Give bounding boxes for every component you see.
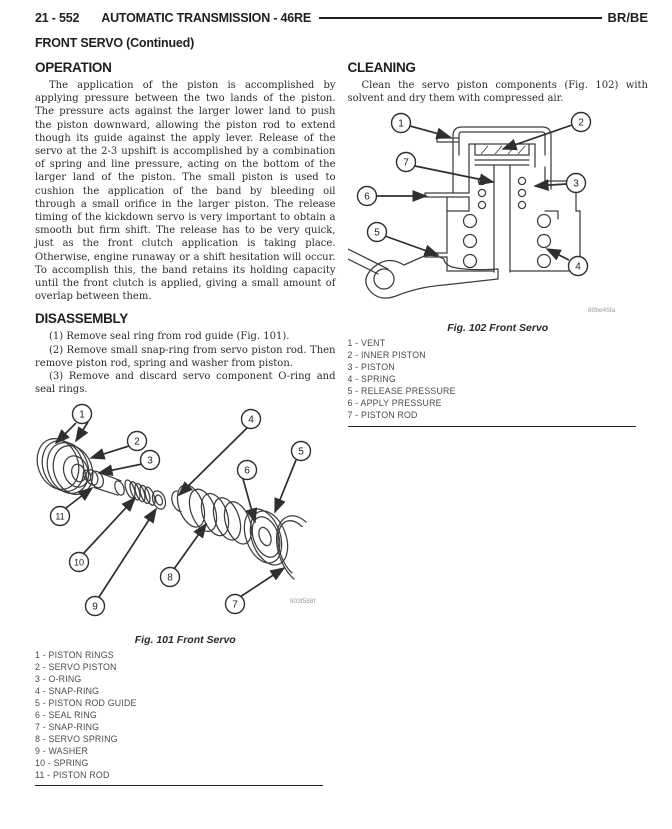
fig101-code: 803f588f: [290, 598, 316, 606]
figure-102: [348, 109, 649, 426]
fig102-legend: [348, 338, 649, 421]
operation-heading: OPERATION: [35, 60, 112, 75]
legend-item: 7 - PISTON ROD: [347, 409, 418, 420]
fig101-callout-5: [292, 442, 311, 461]
svg-text:1: 1: [397, 118, 404, 130]
right-column: [348, 52, 649, 786]
svg-text:8: 8: [167, 572, 173, 584]
legend-item: 1 - VENT: [347, 338, 386, 349]
fig101-legend: [35, 650, 336, 781]
svg-text:11: 11: [55, 511, 65, 522]
svg-text:2: 2: [134, 436, 140, 448]
legend-item: 11 - PISTON ROD: [35, 769, 110, 780]
fig101-callout-8: [161, 568, 180, 587]
legend-item: 6 - APPLY PRESSURE: [347, 397, 442, 408]
servo-spring-drawing: [172, 482, 257, 548]
svg-text:2: 2: [577, 117, 584, 129]
operation-paragraph: The application of the piston is accomplished by applying pressure between the two lands of the piston. The pressure acts against the larger lower land to push the piston downward, allowing the piston rod to extend though its guide against the apply lever. Release of the servo at the 2-3 upshift is accomplished by a combination of spring and line pressure, acting on the bottom of the larger land of the piston. The small piston is used to cushion the application of the band by bleeding oil through a small orifice in the larger piston. The release timing of the kickdown servo is very important to obtain a smooth but firm shift. The release has to be very quick, just as the front clutch application is taking place. Otherwise, engine runaway or a shift hesitation will occur. To accomplish this, the band retains its holding capacity until the front clutch is applied, giving a small amount of overlap between them.: [35, 80, 336, 303]
svg-text:3: 3: [147, 455, 153, 467]
legend-item: 10 - SPRING: [35, 757, 89, 768]
svg-text:4: 4: [574, 261, 581, 273]
page-header: [35, 10, 648, 25]
left-column: [35, 52, 336, 786]
fig102-caption: Fig. 102 Front Servo: [447, 322, 549, 335]
fig101-legend-rule: [35, 785, 323, 786]
svg-text:7: 7: [232, 599, 238, 611]
fig101-exploded-view-diagram: [35, 396, 347, 633]
fig101-callout-7: [226, 595, 245, 614]
svg-text:5: 5: [373, 227, 380, 239]
fig101-callout-2: [128, 432, 147, 451]
fig102-legend-rule: [348, 426, 636, 427]
disassembly-step: (1) Remove seal ring from rod guide (Fig. 101).: [49, 331, 290, 343]
header-rule: [319, 17, 602, 19]
fig102-callout-4: [568, 257, 587, 276]
fig102-callout-5: [367, 223, 386, 242]
fig101-callout-9: [86, 597, 105, 616]
small-spring-drawing: [123, 479, 157, 507]
svg-text:1: 1: [79, 409, 85, 421]
legend-item: 5 - RELEASE PRESSURE: [347, 386, 456, 397]
legend-item: 4 - SNAP-RING: [35, 686, 100, 697]
figure-101: [35, 396, 336, 786]
legend-item: 1 - PISTON RINGS: [35, 650, 114, 661]
svg-text:6: 6: [363, 191, 370, 203]
svg-text:6: 6: [244, 465, 250, 477]
fig102-callout-6: [357, 187, 376, 206]
cleaning-heading: CLEANING: [347, 60, 416, 75]
apply-lever-drawing: [348, 249, 498, 298]
legend-item: 3 - PISTON: [347, 362, 395, 373]
fig101-callout-10: [70, 553, 89, 572]
section-title: AUTOMATIC TRANSMISSION - 46RE: [101, 10, 312, 25]
fig102-callout-7: [396, 153, 415, 172]
fig102-callout-1: [391, 114, 410, 133]
legend-item: 6 - SEAL RING: [35, 710, 97, 720]
legend-item: 8 - SERVO SPRING: [35, 733, 118, 744]
fig102-callout-3: [566, 174, 585, 193]
fig102-code: 80be45fa: [587, 307, 615, 315]
disassembly-step: (2) Remove small snap-ring from servo piston rod. Then remove piston rod, spring and washer from piston.: [35, 344, 336, 369]
svg-text:3: 3: [572, 178, 579, 190]
two-column-layout: [35, 52, 648, 786]
fig101-callout-4: [242, 410, 261, 429]
rod-guide-disc-drawing: [237, 504, 294, 570]
fig101-caption: Fig. 101 Front Servo: [134, 634, 236, 647]
legend-item: 2 - INNER PISTON: [347, 350, 426, 361]
svg-text:7: 7: [402, 157, 409, 169]
page-number: 21 - 552: [35, 10, 80, 25]
disassembly-step: (3) Remove and discard servo component O-ring and seal rings.: [35, 371, 336, 396]
disassembly-heading: DISASSEMBLY: [35, 311, 128, 327]
svg-text:4: 4: [248, 414, 254, 426]
cleaning-paragraph: Clean the servo piston components (Fig. 102) with solvent and dry them with compressed air.: [347, 80, 648, 105]
legend-item: 9 - WASHER: [35, 745, 88, 756]
fig101-callout-1: [73, 405, 92, 424]
svg-text:10: 10: [73, 557, 85, 568]
legend-item: 7 - SNAP-RING: [35, 721, 100, 732]
fig102-callout-2: [571, 113, 590, 132]
subsection-heading: FRONT SERVO (Continued): [35, 36, 195, 50]
fig101-callout-11: [51, 507, 70, 526]
servo-housing-drawing: [425, 127, 580, 272]
platform-code: BR/BE: [607, 10, 648, 25]
svg-text:5: 5: [298, 446, 304, 458]
legend-item: 4 - SPRING: [347, 374, 396, 385]
legend-item: 5 - PISTON ROD GUIDE: [35, 698, 137, 709]
legend-item: 2 - SERVO PISTON: [35, 662, 117, 673]
fig101-callout-3: [141, 451, 160, 470]
legend-item: 3 - O-RING: [35, 674, 82, 685]
svg-text:9: 9: [92, 601, 98, 613]
fig102-cross-section-diagram: [348, 109, 651, 321]
fig101-callout-6: [238, 461, 257, 480]
